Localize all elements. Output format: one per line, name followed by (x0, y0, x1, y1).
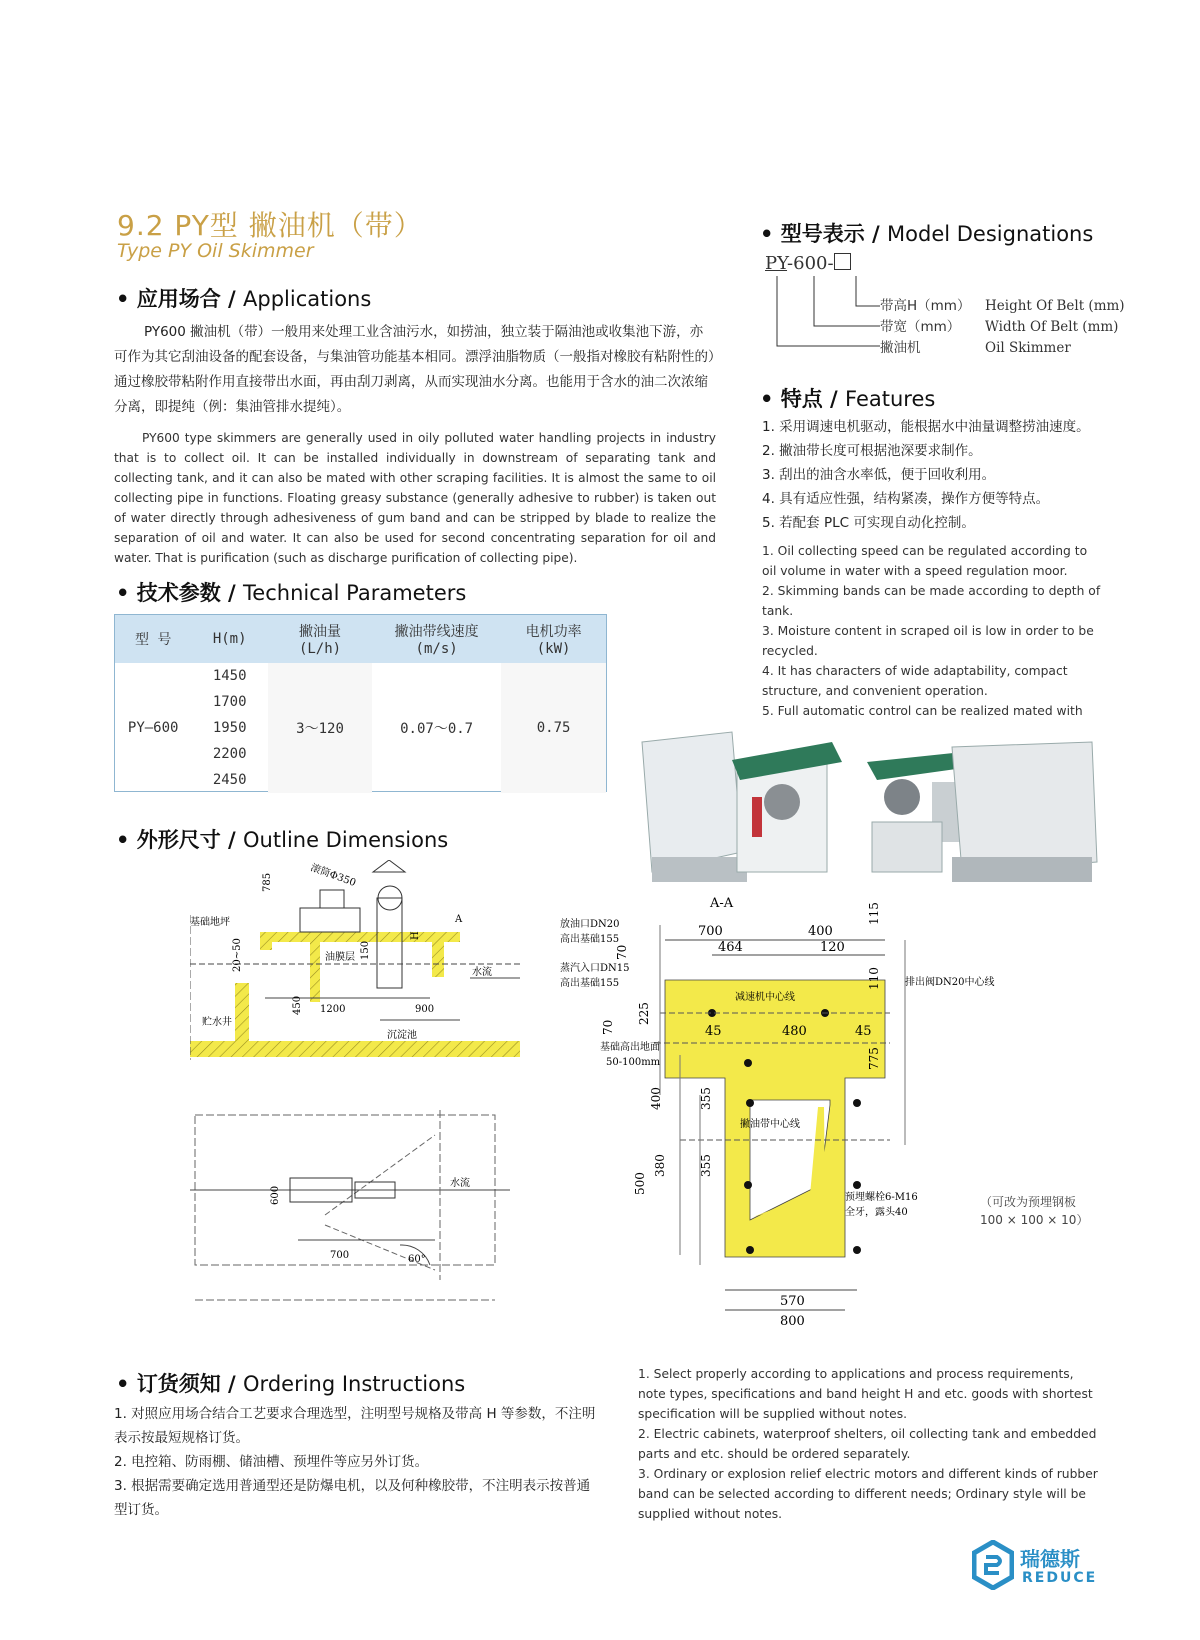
col-power: 电机功率 (kW) (525, 624, 582, 657)
cell-height: 1950 (212, 720, 247, 736)
label-base-note: 基础高出地面 (600, 1042, 660, 1053)
col-model: 型 号 (134, 632, 172, 648)
label-800: 800 (780, 1314, 805, 1329)
label-bolt: 预埋螺栓6-M16 (845, 1192, 918, 1203)
box-icon (834, 253, 851, 270)
bullet-icon: • (760, 222, 781, 246)
list-item: 1. Oil collecting speed can be regulated according to oil volume in water with a speed regulation moor. (762, 544, 1088, 578)
page-subtitle: Type PY Oil Skimmer (117, 240, 314, 262)
label-450: 450 (292, 995, 303, 1015)
list-item: 2. Electric cabinets, waterproof shelters, oil collecting tank and embedded parts and etc. should be ordered separately. (638, 1427, 1097, 1461)
cell-power: 0.75 (501, 663, 606, 793)
label-115: 115 (867, 902, 881, 925)
label-20-50: 20~50 (232, 938, 243, 972)
ordering-list-en (638, 1364, 1098, 1524)
label-225: 225 (637, 1002, 651, 1025)
label-110: 110 (867, 967, 881, 990)
bullet-icon: • (116, 828, 137, 852)
label-785: 785 (262, 872, 273, 892)
label-settling: 沉淀池 (387, 1030, 417, 1041)
label-section-a: A (455, 914, 463, 925)
list-item: 3. Ordinary or explosion relief electric motors and different kinds of rubber band can be selected according to different needs; Ordinary style will be supplied without notes. (638, 1467, 1098, 1521)
applications-text-en: PY600 type skimmers are generally used in oily polluted water handling projects in industry that is to collect oil. It can be installed individually in downstream of separating tank and collecting tank, and it can also be mated with other scraping facilities. It is almost the same to oil collecting pipe in functions. Floating greasy substance (generally adhesive to rubber) is taken out of water directly through adhesiveness of gum band and can be stripped by blade to realize the separation of oil and water. It can also be used for second concentrating separation for oil and water. That is purification (such as discharge purification of collecting pipe). (114, 431, 716, 565)
label-400: 400 (808, 924, 833, 939)
label-480: 480 (782, 1024, 807, 1039)
label-900: 900 (415, 1004, 435, 1015)
label-roller: 滚筒Φ350 (308, 862, 358, 889)
list-item: 3. 根据需要确定选用普通型还是防爆电机，以及何种橡胶带，不注明表示按普通型订货。 (114, 1478, 591, 1518)
label-bolt2: 全牙，露头40 (845, 1207, 908, 1218)
list-item: 1. 采用调速电机驱动，能根据水中油量调整捞油速度。 (762, 419, 1090, 435)
list-item: 3. Moisture content in scraped oil is low in order to be recycled. (762, 624, 1094, 658)
label-steam: 蒸汽入口DN15 (560, 963, 630, 974)
list-item: 2. Skimming bands can be made according to depth of tank. (762, 584, 1101, 618)
model-lines: 带高H（mm） Height Of Belt (mm) 带宽（mm） Width Of Belt (mm) 撇油机 Oil Skimmer (880, 298, 1125, 356)
brand-logo-icon (972, 1540, 1014, 1590)
list-item: 3. 刮出的油含水率低，便于回收利用。 (762, 467, 996, 483)
label-1200: 1200 (320, 1004, 346, 1015)
applications-text-cn: PY600 撇油机（带）一般用来处理工业含油污水，如捞油，独立装于隔油池或收集池下游，亦可作为其它刮油设备的配套设备，与集油管功能基本相同。漂浮油脂物质（一般指对橡胶有粘附性的）通过橡胶带粘附作用直接带出水面，再由刮刀剥离，从而实现油水分离。也能用于含水的油二次浓缩分离，即提纯（例：集油管排水提纯）。 (114, 324, 715, 415)
label-120: 120 (820, 940, 845, 955)
list-item: 2. 撇油带长度可根据池深要求制作。 (762, 443, 982, 459)
parameters-table (114, 614, 607, 792)
cell-model: PY—600 (127, 720, 179, 736)
list-item: 1. Select properly according to applications and process requirements, note types, specifications and band height H and etc. goods with shortest specification will be supplied without notes. (638, 1367, 1093, 1421)
outline-heading: • 外形尺寸 / Outline Dimensions (116, 828, 449, 852)
cell-height: 2200 (212, 746, 247, 762)
product-photo (632, 722, 1100, 892)
cell-height: 1450 (212, 668, 247, 684)
list-item: 1. 对照应用场合结合工艺要求合理选型，注明型号规格及带高 H 等参数，不注明表示按最短规格订货。 (114, 1406, 596, 1446)
label-570: 570 (780, 1294, 805, 1309)
label-700: 700 (330, 1250, 350, 1261)
label-steam-h: 高出基础155 (560, 978, 620, 989)
label-355b: 355 (699, 1154, 713, 1177)
features-list-en (762, 541, 1102, 741)
label-flow-plan: 水流 (450, 1178, 470, 1189)
list-item: 4. It has characters of wide adaptability, compact structure, and convenient operation. (762, 664, 1068, 698)
ordering-list-cn (114, 1402, 600, 1522)
label-70a: 70 (615, 944, 629, 960)
bullet-icon: • (116, 581, 137, 605)
label-600: 600 (270, 1185, 281, 1205)
label-section: A-A (710, 896, 734, 911)
label-70b: 70 (601, 1019, 615, 1035)
list-item: 4. 具有适应性强，结构紧凑，操作方便等特点。 (762, 491, 1050, 507)
label-45b: 45 (855, 1024, 872, 1039)
label-700: 700 (698, 924, 723, 939)
bullet-icon: • (760, 387, 781, 411)
brand-name-cn: 瑞德斯 (1020, 1547, 1080, 1571)
label-500: 500 (633, 1172, 647, 1195)
features-heading: • 特点 / Features (760, 387, 936, 411)
col-h: H(m) (212, 631, 247, 647)
label-355a: 355 (699, 1087, 713, 1110)
bullet-icon: • (116, 287, 137, 311)
page-title: 9.2 PY型 撇油机（带） (117, 209, 423, 242)
brand-name-en: REDUCE (1022, 1570, 1098, 1586)
cell-height: 2450 (212, 772, 247, 788)
technical-heading: • 技术参数 / Technical Parameters (116, 581, 467, 605)
label-775: 775 (867, 1047, 881, 1070)
label-oil-film: 油膜层 (325, 952, 355, 963)
label-drain: 放油口DN20 (560, 919, 620, 930)
list-item: 5. Full automatic control can be realized mated with (762, 704, 1083, 718)
cell-capacity: 3～120 (268, 663, 372, 793)
list-item: 2. 电控箱、防雨棚、储油槽、预埋件等应另外订货。 (114, 1454, 429, 1470)
model-heading: • 型号表示 / Model Designations (760, 222, 1094, 246)
label-45a: 45 (705, 1024, 722, 1039)
label-drain-h: 高出基础155 (560, 934, 620, 945)
foundation-drawing (560, 895, 1020, 1365)
label-reducer: 减速机中心线 (735, 992, 795, 1003)
label-belt: 撇油带中心线 (740, 1119, 800, 1130)
ordering-heading: • 订货须知 / Ordering Instructions (116, 1372, 466, 1396)
model-code: PY-600- (765, 253, 851, 274)
applications-heading: • 应用场合 / Applications (116, 287, 372, 311)
outline-side-drawing (190, 860, 520, 1330)
list-item: 5. 若配套 PLC 可实现自动化控制。 (762, 515, 975, 531)
features-list-cn (762, 415, 1122, 535)
cell-speed: 0.07～0.7 (400, 721, 474, 737)
bullet-icon: • (116, 1372, 137, 1396)
cell-height: 1700 (212, 694, 247, 710)
alt-note: （可改为预埋钢板 100 × 100 × 10） (980, 1195, 1089, 1227)
label-base-note2: 50-100mm (606, 1057, 661, 1068)
label-h: H (410, 931, 421, 940)
label-base-top: 基础地坪 (190, 917, 230, 928)
label-400v: 400 (649, 1087, 663, 1110)
label-sump: 贮水井 (202, 1017, 232, 1028)
label-flow: 水流 (472, 967, 492, 978)
label-464: 464 (718, 940, 743, 955)
label-angle: 60° (408, 1254, 426, 1265)
label-150: 150 (360, 940, 371, 960)
label-outlet: 排出阀DN20中心线 (905, 977, 995, 988)
label-380: 380 (653, 1154, 667, 1177)
model-brackets (772, 276, 882, 351)
col-capacity: 撇油量 (L/h) (298, 624, 342, 657)
col-speed: 撇油带线速度 (m/s) (394, 624, 479, 657)
